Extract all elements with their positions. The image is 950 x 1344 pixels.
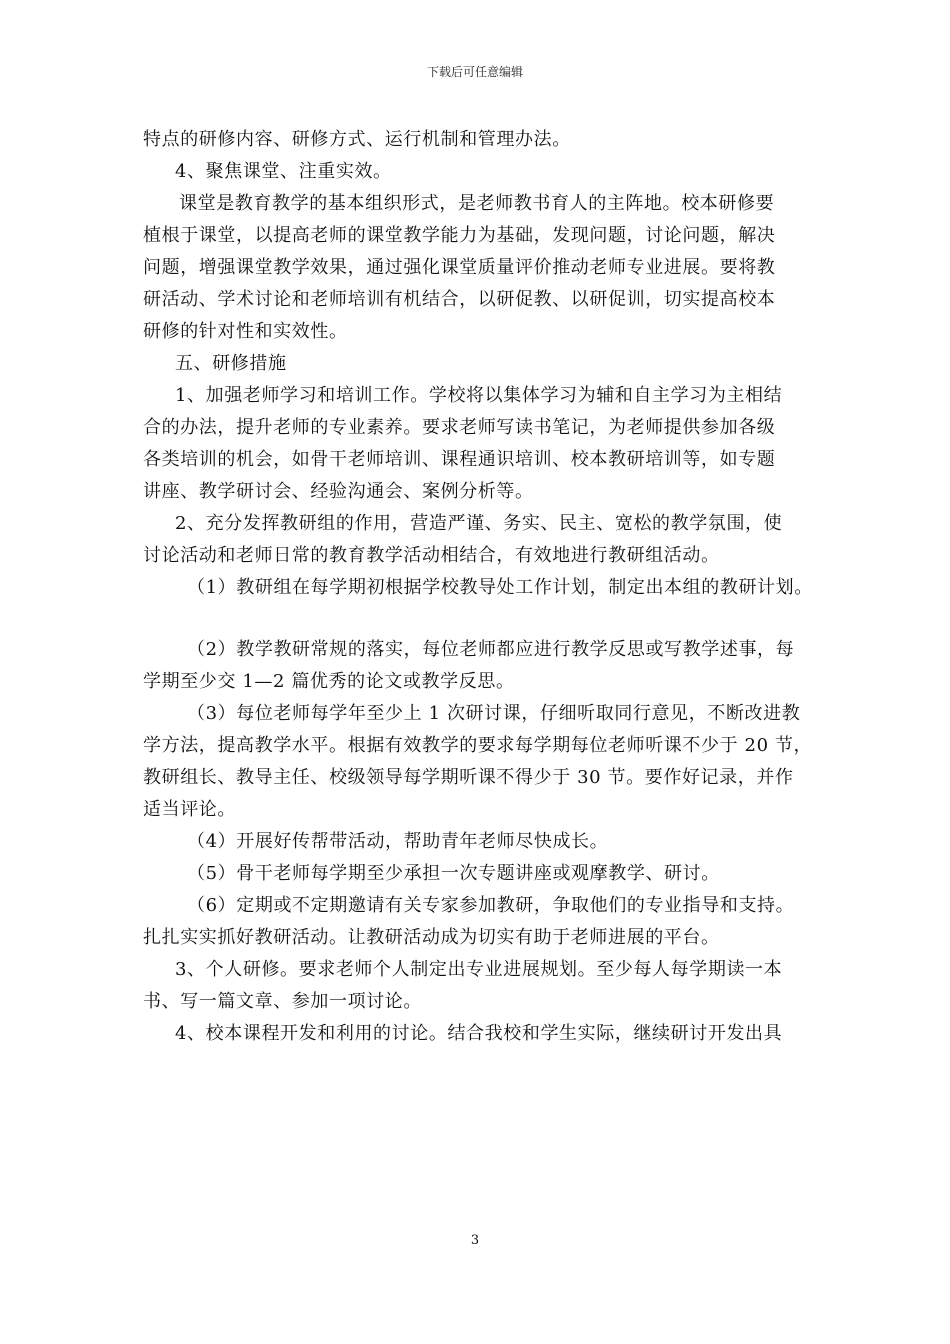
- text-line: 合的办法，提升老师的专业素养。要求老师写读书笔记，为老师提供参加各级: [143, 417, 776, 438]
- text-line: 书、写一篇文章、参加一项讨论。: [143, 991, 422, 1012]
- text-line: 各类培训的机会，如骨干老师培训、课程通识培训、校本教研培训等，如专题: [143, 449, 776, 470]
- text-line: （6）定期或不定期邀请有关专家参加教研，争取他们的专业指导和支持。: [187, 895, 795, 916]
- page-number: 3: [470, 1233, 480, 1248]
- text-line: 适当评论。: [143, 799, 236, 820]
- text-line: 研活动、学术讨论和老师培训有机结合，以研促教、以研促训，切实提高校本: [143, 289, 776, 310]
- text-line: 1、加强老师学习和培训工作。学校将以集体学习为辅和自主学习为主相结: [175, 385, 783, 406]
- text-line: 植根于课堂，以提高老师的课堂教学能力为基础，发现问题，讨论问题，解决: [143, 225, 776, 246]
- text-line: 2、充分发挥教研组的作用，营造严谨、务实、民主、宽松的教学氛围，使: [175, 513, 783, 534]
- text-line: （2）教学教研常规的落实，每位老师都应进行教学反思或写教学述事，每: [187, 639, 795, 660]
- text-line: 问题，增强课堂教学效果，通过强化课堂质量评价推动老师专业进展。要将教: [143, 257, 776, 278]
- text-line: 学方法，提高教学水平。根据有效教学的要求每学期每位老师听课不少于 20 节，: [143, 735, 813, 756]
- text-line: 4、聚焦课堂、注重实效。: [175, 161, 392, 182]
- text-line: 4、校本课程开发和利用的讨论。结合我校和学生实际，继续研讨开发出具: [175, 1023, 783, 1044]
- text-line: 讨论活动和老师日常的教育教学活动相结合，有效地进行教研组活动。: [143, 545, 720, 566]
- text-line: 特点的研修内容、研修方式、运行机制和管理办法。: [143, 129, 571, 150]
- text-line: 教研组长、教导主任、校级领导每学期听课不得少于 30 节。要作好记录，并作: [143, 767, 794, 788]
- text-line: 讲座、教学研讨会、经验沟通会、案例分析等。: [143, 481, 534, 502]
- section-heading: 五、研修措施: [175, 353, 287, 374]
- text-line: （4）开展好传帮带活动，帮助青年老师尽快成长。: [187, 831, 609, 852]
- blank-line: [143, 604, 823, 634]
- page-header: 下载后可任意编辑: [426, 65, 523, 79]
- text-line: （3）每位老师每学年至少上 1 次研讨课，仔细听取同行意见，不断改进教: [187, 703, 801, 724]
- text-line: （1）教研组在每学期初根据学校教导处工作计划，制定出本组的教研计划。: [187, 577, 813, 598]
- text-line: 扎扎实实抓好教研活动。让教研活动成为切实有助于老师进展的平台。: [143, 927, 720, 948]
- text-line: 学期至少交 1—2 篇优秀的论文或教学反思。: [143, 671, 515, 692]
- document-body: [143, 124, 823, 1050]
- text-line: （5）骨干老师每学期至少承担一次专题讲座或观摩教学、研讨。: [187, 863, 720, 884]
- text-line: 课堂是教育教学的基本组织形式，是老师教书育人的主阵地。校本研修要: [179, 193, 775, 214]
- text-line: 研修的针对性和实效性。: [143, 321, 348, 342]
- text-line: 3、个人研修。要求老师个人制定出专业进展规划。至少每人每学期读一本: [175, 959, 783, 980]
